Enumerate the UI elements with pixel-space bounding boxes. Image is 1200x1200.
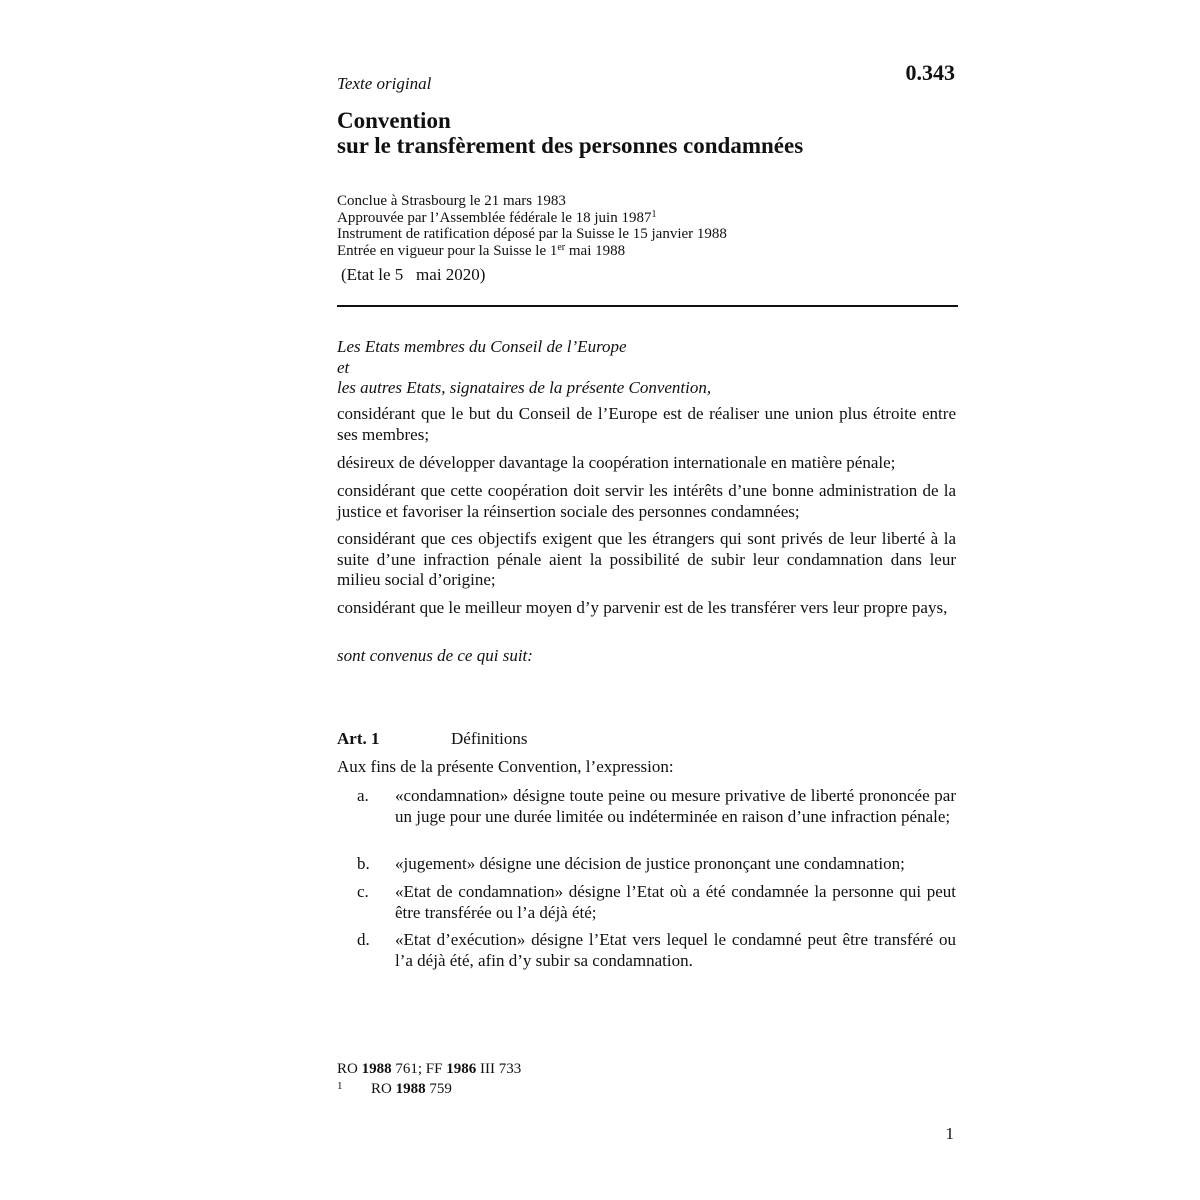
article-title: Définitions (451, 729, 528, 748)
approved-line: Approuvée par l’Assemblée fédérale le 18 juin 1987$^1$ (337, 208, 657, 226)
preamble-line: Les Etats membres du Conseil de l’Europe (337, 337, 627, 356)
footnote-1: 1 RO 1988 759 (337, 1080, 452, 1097)
definition-item (357, 854, 956, 875)
adoption-metadata (337, 193, 727, 259)
header-divider (337, 305, 958, 307)
definition-letter: d. (357, 930, 370, 949)
footnotes (337, 1059, 521, 1099)
definition-letter: b. (357, 854, 370, 873)
definition-letter: a. (357, 786, 369, 805)
concluded-line: Conclue à Strasbourg le 21 mars 1983 (337, 193, 566, 209)
article-number: Art. 1 (337, 729, 380, 748)
preamble-paragraph: considérant que ces objectifs exigent que les étrangers qui sont privés de leur liberté à la suite d’une infraction pénale aient la possibilité de subir leur condamnation dans leur milieu social d’origine; (337, 529, 956, 589)
official-reference: RO 1988 761; FF 1986 III 733 (337, 1061, 522, 1077)
sr-number: 0.343 (905, 60, 955, 85)
definition-text: «Etat de condamnation» désigne l’Etat où a été condamnée la personne qui peut être transférée ou l’a déjà été; (395, 882, 956, 922)
preamble-paragraph: considérant que le meilleur moyen d’y parvenir est de les transférer vers leur propre pays, (337, 598, 948, 617)
preamble-paragraph: désireux de développer davantage la coopération internationale en matière pénale; (337, 453, 896, 472)
state-date: (Etat le 5 mai 2020) (341, 265, 486, 284)
definition-item (357, 882, 956, 923)
entry-into-force-line: Entrée en vigueur pour la Suisse le 1er mai 1988 (337, 241, 626, 259)
preamble-line: les autres Etats, signataires de la présente Convention, (337, 378, 712, 397)
title-line-1: Convention (337, 108, 451, 133)
definition-text: «Etat d’exécution» désigne l’Etat vers lequel le condamné peut être transféré ou l’a déjà été, afin d’y subir sa condamnation. (395, 930, 956, 970)
article-intro: Aux fins de la présente Convention, l’expression: (337, 757, 674, 776)
title-line-2: sur le transfèrement des personnes condamnées (337, 133, 804, 158)
definition-item (357, 786, 956, 827)
original-text-label: Texte original (337, 74, 432, 93)
definition-text: «jugement» désigne une décision de justice prononçant une condamnation; (395, 854, 905, 873)
page-number: 1 (945, 1124, 954, 1143)
definition-letter: c. (357, 882, 369, 901)
preamble-paragraph: considérant que cette coopération doit servir les intérêts d’une bonne administration de la justice et favoriser la réinsertion sociale des personnes condamnées; (337, 481, 956, 521)
preamble-line: et (337, 357, 350, 377)
footnote-number: 1 (337, 1080, 343, 1092)
preamble-closing: sont convenus de ce qui suit: (337, 646, 533, 665)
ratification-line: Instrument de ratification déposé par la Suisse le 15 janvier 1988 (337, 226, 727, 242)
footnote-ref[interactable]: 1 (651, 208, 657, 220)
article-heading (337, 729, 528, 749)
definition-item (357, 930, 956, 971)
document-title (337, 108, 803, 158)
definition-text: «condamnation» désigne toute peine ou mesure privative de liberté prononcée par un juge pour une durée limitée ou indéterminée en raison d’une infraction pénale; (395, 786, 956, 826)
preamble-paragraph: considérant que le but du Conseil de l’Europe est de réaliser une union plus étroite entre ses membres; (337, 404, 956, 444)
preamble-intro (337, 337, 956, 399)
